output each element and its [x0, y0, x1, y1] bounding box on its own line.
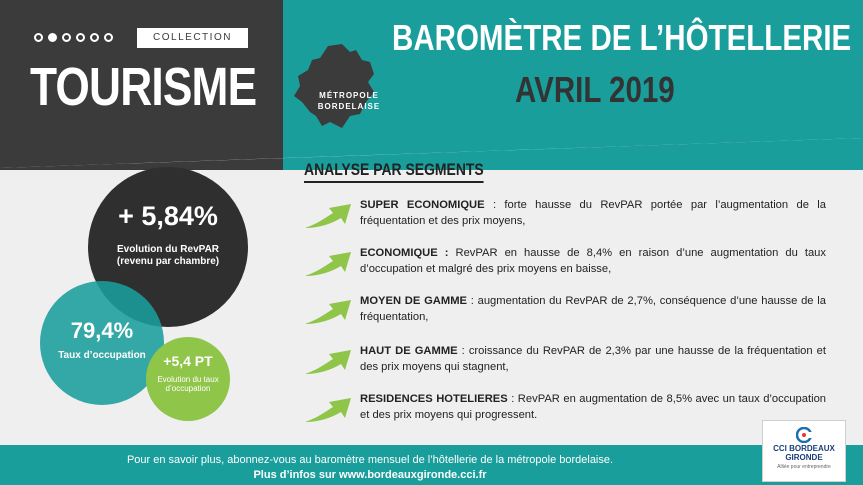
trend-up-arrow-icon: [305, 204, 353, 228]
segments-title: ANALYSE PAR SEGMENTS: [304, 160, 484, 183]
dot-icon: [90, 33, 99, 42]
map-label: [304, 90, 394, 112]
segment-name: ECONOMIQUE :: [360, 247, 449, 259]
trend-up-arrow-icon: [305, 350, 353, 374]
pagination-dots: [34, 33, 113, 42]
segment-text: [360, 392, 826, 423]
revpar-label: Evolution du RevPAR (revenu par chambre): [116, 244, 220, 267]
footer-subscribe-text: Pour en savoir plus, abonnez-vous au baromètre mensuel de l’hôtellerie de la métropole bordelaise.: [126, 454, 614, 466]
map-label-line1: MÉTROPOLE: [319, 91, 379, 100]
metropole-map-icon: [290, 42, 390, 132]
map-label-line2: BORDELAISE: [317, 102, 381, 111]
dot-icon: [104, 33, 113, 42]
footer-website-link[interactable]: Plus d’infos sur www.bordeauxgironde.cci.fr: [253, 469, 487, 481]
page-title: BAROMÈTRE DE L’HÔTELLERIE: [392, 17, 852, 58]
segment-text: [360, 246, 826, 277]
segment-name: RESIDENCES HOTELIERES: [360, 393, 508, 405]
cci-logo[interactable]: [762, 420, 846, 482]
dot-active-icon: [48, 33, 57, 42]
segment-text: [360, 344, 826, 375]
trend-up-arrow-icon: [305, 398, 353, 422]
segment-name: SUPER ECONOMIQUE: [360, 199, 485, 211]
collection-label: COLLECTION: [137, 28, 248, 48]
segment-description: : forte hausse du RevPAR portée par l’augmentation de la fréquentation et des prix moyens,: [360, 199, 826, 227]
segment-name: HAUT DE GAMME: [360, 345, 458, 357]
revpar-value: + 5,84%: [118, 201, 218, 231]
page-subtitle: AVRIL 2019: [515, 69, 675, 110]
segment-text: [360, 294, 826, 325]
segment-text: [360, 198, 826, 229]
dot-icon: [62, 33, 71, 42]
dot-icon: [34, 33, 43, 42]
dot-icon: [76, 33, 85, 42]
occupation-change-value: +5,4 PT: [163, 353, 213, 369]
cci-logo-name: [763, 444, 845, 462]
occupation-change-circle: [146, 337, 230, 421]
cci-logo-name-line2: GIRONDE: [785, 453, 823, 462]
footer: [0, 445, 863, 485]
cci-logo-tagline: Alliée pour entreprendre: [777, 464, 831, 470]
segment-name: MOYEN DE GAMME: [360, 295, 467, 307]
occupation-value: 79,4%: [70, 318, 134, 343]
segment-description: RevPAR en hausse de 8,4% en raison d’une augmentation du taux d’occupation et malgré des prix moyens en baisse,: [360, 247, 826, 275]
trend-up-arrow-icon: [305, 300, 353, 324]
occupation-change-label: Evolution du taux d’occupation: [157, 375, 219, 393]
segment-description: : RevPAR en augmentation de 8,5% avec un taux d’occupation et des prix moyens qui progressent.: [360, 393, 827, 421]
segment-description: : croissance du RevPAR de 2,3% par une hausse de la fréquentation et des prix moyens qui stagnent,: [360, 345, 826, 373]
segment-description: : augmentation du RevPAR de 2,7%, conséquence d’une hausse de la fréquentation,: [360, 295, 826, 323]
occupation-label: Taux d’occupation: [58, 350, 146, 361]
cci-logo-name-line1: CCI BORDEAUX: [773, 444, 835, 453]
trend-up-arrow-icon: [305, 252, 353, 276]
brand-title: TOURISME: [30, 57, 257, 117]
